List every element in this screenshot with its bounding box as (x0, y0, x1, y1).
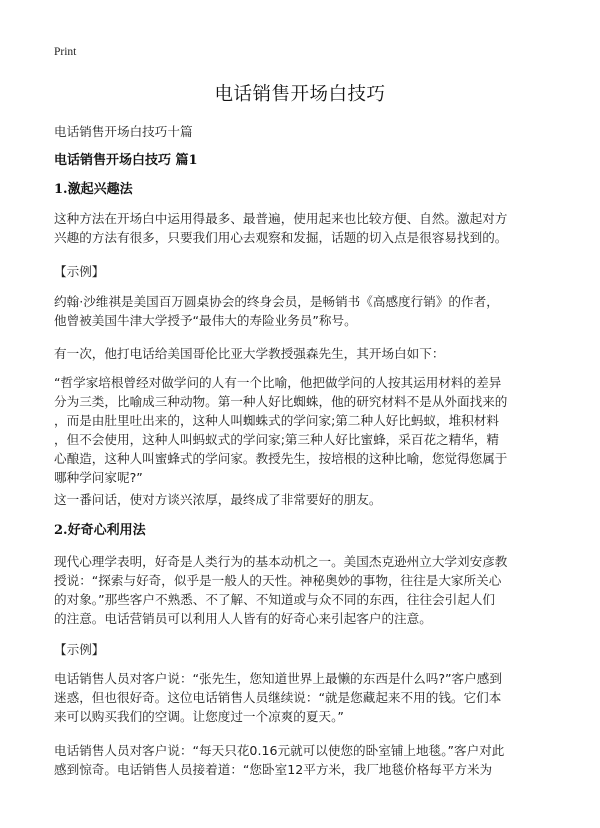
text-line: 感到惊奇。电话销售人员接着道：“您卧室12平方米，我厂地毯价格每平方米为 (54, 762, 493, 777)
text-line: 心酿造，这种人叫蜜蜂式的学问家。教授先生，按培根的这种比喻，您觉得您属于 (54, 451, 508, 466)
section1-paragraph-2 (54, 292, 554, 330)
text-line: ，但不会使用，这种人叫蚂蚁式的学问家;第三种人好比蜜蜂，采百花之精华，精 (54, 432, 500, 447)
section1-quote (54, 373, 554, 487)
print-label[interactable]: Print (54, 46, 77, 58)
text-line: 授说：“探索与好奇，似乎是一般人的天性。神秘奥妙的事物，往往是大家所关心 (54, 573, 502, 588)
section1-paragraph-4: 这一番问话，使对方谈兴浓厚，最终成了非常要好的朋友。 (54, 492, 382, 507)
section2-paragraph-1 (54, 552, 554, 628)
text-line: 的对象。”那些客户不熟悉、不了解、不知道或与众不同的东西，往往会引起人们 (54, 592, 496, 607)
text-line: 迷惑，但也很好奇。这位电话销售人员继续说：“就是您藏起来不用的钱。它们本 (54, 690, 502, 705)
text-line: 他曾被美国牛津大学授予“最伟大的寿险业务员”称号。 (54, 313, 357, 328)
text-line: 的注意。电话营销员可以利用人人皆有的好奇心来引起客户的注意。 (54, 611, 432, 626)
section1-paragraph-1 (54, 209, 554, 247)
section1-example-label: 【示例】 (54, 264, 105, 279)
section1-paragraph-3: 有一次，他打电话给美国哥伦比亚大学教授强森先生，其开场白如下： (54, 346, 445, 361)
text-line: “哲学家培根曾经对做学问的人有一个比喻，他把做学问的人按其运用材料的差异 (54, 375, 502, 390)
section2-paragraph-3 (54, 741, 554, 779)
section1-heading: 1.激起兴趣法 (54, 182, 133, 197)
text-line: 来可以购买我们的空调。让您度过一个凉爽的夏天。” (54, 709, 344, 724)
text-line: 分为三类，比喻成三种动物。第一种人好比蜘蛛，他的研究材料不是从外面找来的 (54, 394, 508, 409)
text-line: 电话销售人员对客户说：“每天只花0.16元就可以使您的卧室铺上地毯。”客户对此 (54, 743, 505, 758)
section2-heading: 2.好奇心利用法 (54, 523, 146, 538)
intro-line: 电话销售开场白技巧十篇 (54, 124, 193, 139)
text-line: 电话销售人员对客户说：“张先生，您知道世界上最懒的东西是什么吗?”客户感到 (54, 671, 502, 686)
text-line: 哪种学问家呢?” (54, 470, 143, 485)
section2-paragraph-2 (54, 669, 554, 726)
text-line: 这种方法在开场白中运用得最多、最普遍，使用起来也比较方便、自然。激起对方 (54, 211, 508, 226)
document-title: 电话销售开场白技巧 (214, 84, 386, 105)
article-heading: 电话销售开场白技巧 篇1 (54, 153, 198, 168)
text-line: 兴趣的方法有很多，只要我们用心去观察和发掘，话题的切入点是很容易找到的。 (54, 230, 508, 245)
text-line: 现代心理学表明，好奇是人类行为的基本动机之一。美国杰克逊州立大学刘安彦教 (54, 554, 508, 569)
section2-example-label: 【示例】 (54, 642, 105, 657)
text-line: 约翰·沙维祺是美国百万圆桌协会的终身会员，是畅销书《高感度行销》的作者， (54, 294, 499, 309)
text-line: ，而是由肚里吐出来的，这种人叫蜘蛛式的学问家;第二种人好比蚂蚁，堆积材料 (54, 413, 500, 428)
